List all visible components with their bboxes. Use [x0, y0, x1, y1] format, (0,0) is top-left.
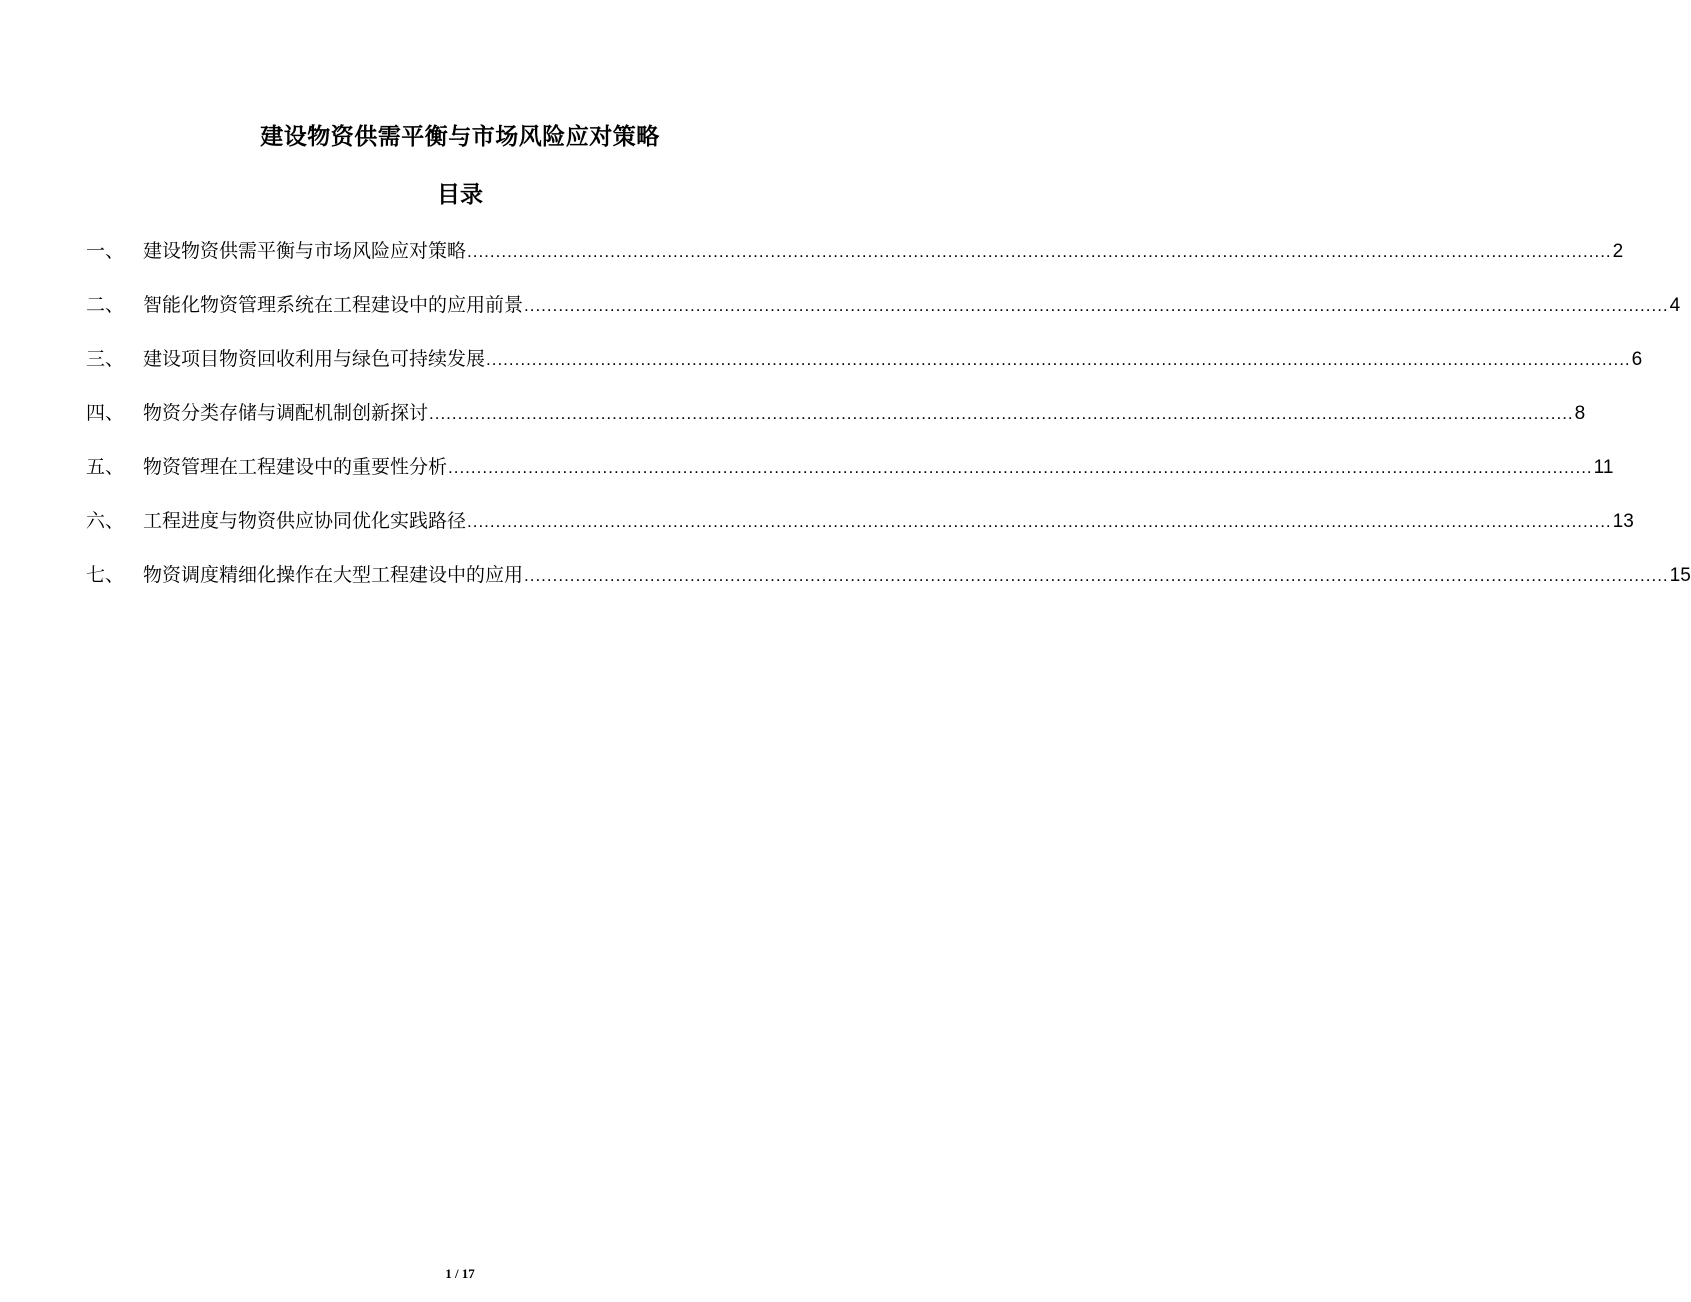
toc-entry-title: 建设项目物资回收利用与绿色可持续发展: [143, 348, 486, 370]
toc-entry-title: 智能化物资管理系统在工程建设中的应用前景: [143, 294, 524, 316]
toc-dot-leader: ........................................................................................................................................................................................................: [448, 458, 1593, 477]
toc-entry[interactable]: [86, 232, 1624, 286]
document-title: 建设物资供需平衡与市场风险应对策略: [260, 124, 660, 150]
toc-entry-number: 三、: [86, 348, 125, 370]
toc-entry-page: 8: [1574, 403, 1586, 424]
toc-dot-leader: ........................................................................................................................................................................................................: [486, 350, 1631, 369]
toc-entry-page: 11: [1593, 457, 1614, 478]
toc-entry[interactable]: [86, 556, 1691, 610]
toc-entry-title: 物资分类存储与调配机制创新探讨: [143, 402, 429, 424]
toc-dot-leader: ........................................................................................................................................................................................................: [467, 512, 1612, 531]
toc-entry[interactable]: [86, 286, 1681, 340]
toc-dot-leader: ........................................................................................................................................................................................................: [524, 296, 1669, 315]
toc-entry-page: 6: [1631, 349, 1643, 370]
toc-heading: 目录: [437, 182, 483, 208]
toc-dot-leader: ........................................................................................................................................................................................................: [467, 242, 1612, 261]
toc-entry[interactable]: [86, 502, 1634, 556]
toc-entry-title: 工程进度与物资供应协同优化实践路径: [143, 510, 467, 532]
toc-entry-page: 13: [1612, 511, 1634, 532]
toc-entry-number: 五、: [86, 456, 125, 478]
toc-entry-page: 2: [1612, 241, 1624, 262]
toc-entry-number: 一、: [86, 240, 125, 262]
toc-entry-page: 15: [1669, 565, 1691, 586]
toc-dot-leader: ........................................................................................................................................................................................................: [429, 404, 1574, 423]
toc-entry-number: 七、: [86, 564, 125, 586]
toc-dot-leader: ........................................................................................................................................................................................................: [524, 566, 1669, 585]
table-of-contents: [86, 232, 1691, 610]
toc-entry-number: 六、: [86, 510, 125, 532]
toc-entry-page: 4: [1669, 295, 1681, 316]
toc-entry-number: 二、: [86, 294, 125, 316]
toc-entry-title: 物资调度精细化操作在大型工程建设中的应用: [143, 564, 524, 586]
toc-entry[interactable]: [86, 394, 1586, 448]
toc-entry-title: 物资管理在工程建设中的重要性分析: [143, 456, 448, 478]
toc-entry[interactable]: [86, 340, 1643, 394]
toc-entry-title: 建设物资供需平衡与市场风险应对策略: [143, 240, 467, 262]
page-indicator: 1 / 17: [445, 1266, 475, 1281]
toc-entry[interactable]: [86, 448, 1614, 502]
toc-entry-number: 四、: [86, 402, 125, 424]
